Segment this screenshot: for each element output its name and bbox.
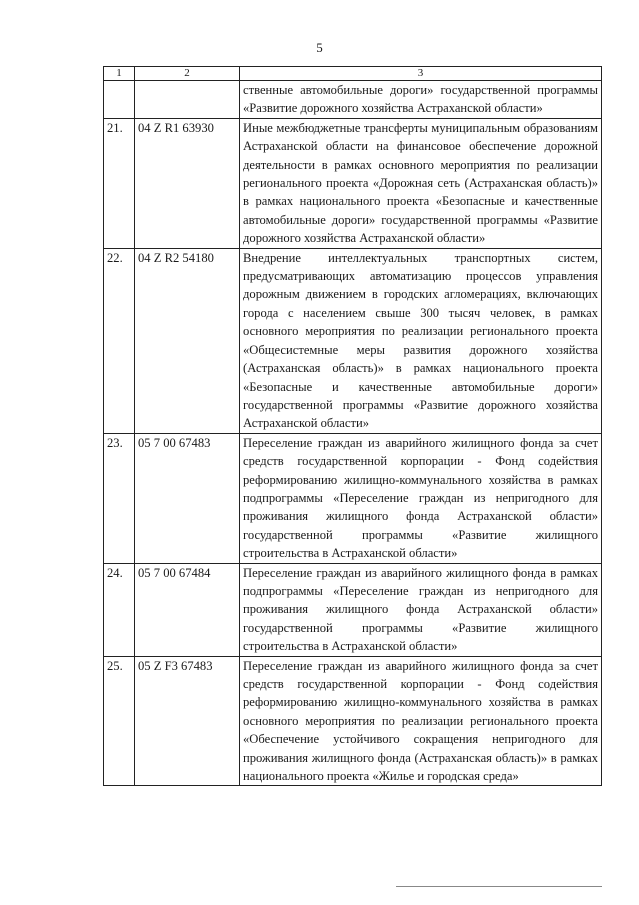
header-cell-2: 2 — [135, 67, 240, 81]
row-code: 04 Z R1 63930 — [135, 118, 240, 248]
table-row — [104, 656, 602, 786]
row-code: 04 Z R2 54180 — [135, 248, 240, 433]
row-description: ственные автомобильные дороги» государственной программы «Развитие дорожного хозяйства Астраханской области» — [240, 81, 602, 119]
row-code: 05 7 00 67484 — [135, 563, 240, 656]
row-number: 22. — [104, 248, 135, 433]
row-description: Переселение граждан из аварийного жилищного фонда в рамках подпрограммы «Переселение граждан из непригодного для проживания жилищного фонда Астраханской области» государственной программы «Развитие жилищного строительства в Астраханской области» — [240, 563, 602, 656]
row-description: Переселение граждан из аварийного жилищного фонда за счет средств государственной корпорации - Фонд содействия реформированию жилищно-коммунального хозяйства в рамках основного мероприятия по реализации регионального проекта «Обеспечение устойчивого сокращения непригодного для проживания жилищного фонда (Астраханская область)» в рамках национального проекта «Жилье и городская среда» — [240, 656, 602, 786]
row-description: Переселение граждан из аварийного жилищного фонда за счет средств государственной корпорации - Фонд содействия реформированию жилищно-коммунального хозяйства в рамках подпрограммы «Переселение граждан из непригодного для проживания жилищного фонда Астраханской области» государственной программы «Развитие жилищного строительства в Астраханской области» — [240, 433, 602, 563]
row-description: Иные межбюджетные трансферты муниципальным образованиям Астраханской области на финансовое обеспечение дорожной деятельности в рамках основного мероприятия по реализации регионального проекта «Дорожная сеть (Астраханская область)» в рамках национального проекта «Безопасные и качественные автомобильные дороги» государственной программы «Развитие дорожного хозяйства Астраханской области» — [240, 118, 602, 248]
row-number — [104, 81, 135, 119]
table-header-row — [104, 67, 602, 81]
table-row — [104, 248, 602, 433]
row-number: 24. — [104, 563, 135, 656]
row-code: 05 Z F3 67483 — [135, 656, 240, 786]
table-row — [104, 563, 602, 656]
row-number: 23. — [104, 433, 135, 563]
table-row — [104, 118, 602, 248]
row-code: 05 7 00 67483 — [135, 433, 240, 563]
header-cell-3: 3 — [240, 67, 602, 81]
page-number: 5 — [316, 40, 323, 55]
row-description: Внедрение интеллектуальных транспортных систем, предусматривающих автоматизацию процессов управления дорожным движением в городских агломерациях, включающих города с населением свыше 300 тысяч человек, в рамках основного мероприятия по реализации регионального проекта «Общесистемные меры развития дорожного хозяйства (Астраханская область)» в рамках национального проекта «Безопасные и качественные автомобильные дороги» государственной программы «Развитие дорожного хозяйства Астраханской области» — [240, 248, 602, 433]
table-row — [104, 433, 602, 563]
budget-classification-table — [103, 66, 602, 786]
row-number: 25. — [104, 656, 135, 786]
row-code — [135, 81, 240, 119]
page-bottom-rule — [396, 886, 602, 887]
table-row — [104, 81, 602, 119]
row-number: 21. — [104, 118, 135, 248]
header-cell-1: 1 — [104, 67, 135, 81]
